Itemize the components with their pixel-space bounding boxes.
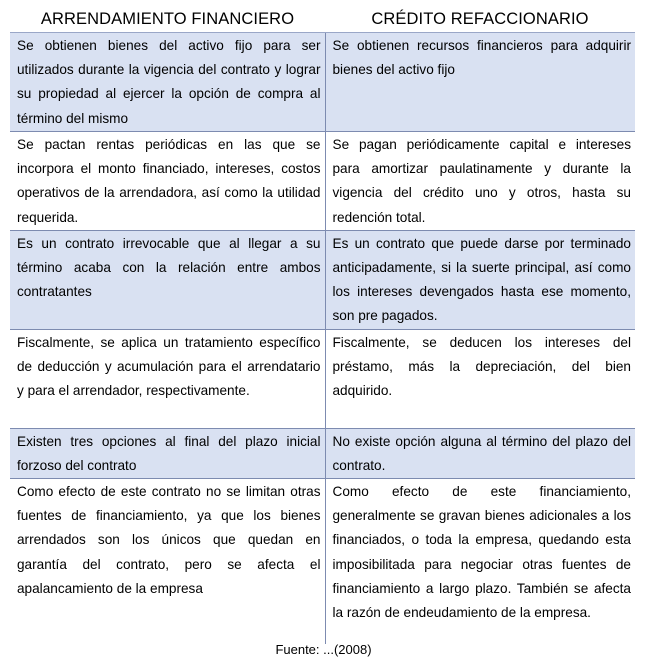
header-row (10, 6, 635, 33)
column-header-credito-label: CRÉDITO REFACCIONARIO (368, 10, 591, 28)
table-row (10, 33, 635, 132)
column-header-arrendamiento (10, 6, 325, 33)
table-cell-arrendamiento: Se pactan rentas periódicas en las que se incorpora el monto financiado, intereses, costos operativos de la arrendadora, así como la utilidad requerida. (10, 132, 325, 231)
table-row (10, 329, 635, 428)
table-cell-arrendamiento: Fiscalmente, se aplica un tratamiento específico de deducción y acumulación para el arrendatario y para el arrendador, respectivamente. (10, 329, 325, 428)
source-caption: Fuente: ...(2008) (275, 642, 372, 657)
comparison-table (10, 6, 635, 644)
table-cell-credito: Se pagan periódicamente capital e intereses para amortizar paulatinamente y durante la vigencia del crédito uno y otros, hasta su redención total. (325, 132, 635, 231)
table-cell-arrendamiento: Es un contrato irrevocable que al llegar a su término acaba con la relación entre ambos contratantes (10, 230, 325, 329)
column-header-credito (325, 6, 635, 33)
table-cell-credito: Es un contrato que puede darse por terminado anticipadamente, si la suerte principal, así como los intereses devengados hasta ese momento, son pre pagados. (325, 230, 635, 329)
table-row (10, 230, 635, 329)
table-cell-credito: Como efecto de este financiamiento, generalmente se gravan bienes adicionales a los financiados, o toda la empresa, quedando esta imposibilitada para negociar otras fuentes de financiamiento a largo plazo. También se afecta la razón de endeudamiento de la empresa. (325, 479, 635, 645)
table-cell-arrendamiento: Existen tres opciones al final del plazo inicial forzoso del contrato (10, 428, 325, 478)
table-cell-credito: Fiscalmente, se deducen los intereses del préstamo, más la depreciación, del bien adquirido. (325, 329, 635, 428)
column-header-arrendamiento-label: ARRENDAMIENTO FINANCIERO (38, 10, 297, 28)
table-cell-arrendamiento: Como efecto de este contrato no se limitan otras fuentes de financiamiento, ya que los bienes arrendados son los únicos que quedan en garantía del contrato, pero se afecta el apalancamiento de la empresa (10, 479, 325, 645)
table-cell-credito: Se obtienen recursos financieros para adquirir bienes del activo fijo (325, 33, 635, 132)
table-cell-arrendamiento: Se obtienen bienes del activo fijo para ser utilizados durante la vigencia del contrato y lograr su propiedad al ejercer la opción de compra al término del mismo (10, 33, 325, 132)
table-row (10, 479, 635, 645)
table-cell-credito: No existe opción alguna al término del plazo del contrato. (325, 428, 635, 478)
table-row (10, 132, 635, 231)
table-row (10, 428, 635, 478)
